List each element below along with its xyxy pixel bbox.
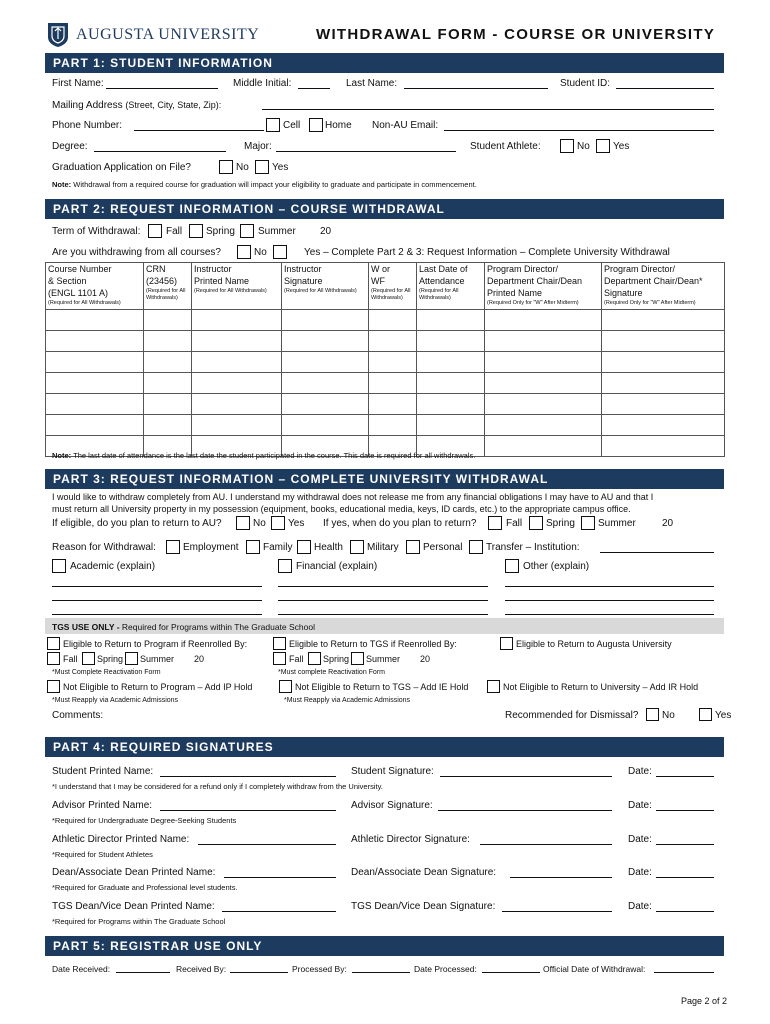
first-name-field[interactable] bbox=[106, 88, 218, 89]
table-cell[interactable] bbox=[144, 373, 192, 394]
withdraw-statement-2: must return all University property in my possession (equipment, books, educational media, keys, ID cards, etc.) to the appropriate campus office. bbox=[52, 504, 631, 514]
received-by-field[interactable] bbox=[230, 972, 288, 973]
tgs-dean-date-label: Date: bbox=[628, 901, 652, 912]
ad-name-field[interactable] bbox=[198, 844, 336, 845]
family-checkbox[interactable] bbox=[246, 540, 260, 554]
tgs-spring-label: Spring bbox=[323, 654, 350, 664]
header-line: Signature bbox=[284, 276, 323, 286]
tgs-dean-name-label: TGS Dean/Vice Dean Printed Name: bbox=[52, 901, 215, 912]
program-spring-label: Spring bbox=[97, 654, 124, 664]
financial-label: Financial (explain) bbox=[296, 561, 378, 572]
not-program-label: Not Eligible to Return to Program – Add IP Hold bbox=[63, 682, 253, 692]
table-cell[interactable] bbox=[369, 352, 417, 373]
student-sig-field[interactable] bbox=[440, 776, 612, 777]
table-cell[interactable] bbox=[369, 394, 417, 415]
military-label: Military bbox=[367, 542, 399, 553]
table-cell[interactable] bbox=[602, 310, 725, 331]
university-shield-icon bbox=[47, 22, 69, 48]
family-label: Family bbox=[263, 542, 293, 553]
dean-date-label: Date: bbox=[628, 867, 652, 878]
athlete-yes-checkbox[interactable] bbox=[596, 139, 610, 153]
tgs-use-label bbox=[52, 621, 315, 633]
grad-app-yes-checkbox[interactable] bbox=[255, 160, 269, 174]
financial-explain-line-3[interactable] bbox=[278, 614, 488, 615]
dismissal-label: Recommended for Dismissal? bbox=[505, 710, 639, 721]
dismissal-yes-checkbox[interactable] bbox=[699, 708, 712, 721]
last-name-field[interactable] bbox=[404, 88, 548, 89]
table-cell[interactable] bbox=[282, 331, 369, 352]
other-explain-line-1[interactable] bbox=[505, 586, 714, 587]
dean-sig-field[interactable] bbox=[510, 877, 612, 878]
academic-explain-line-3[interactable] bbox=[52, 614, 262, 615]
header-sub: (Required for All Withdrawals) bbox=[146, 288, 186, 301]
table-row bbox=[46, 352, 725, 373]
elig-tgs-checkbox[interactable] bbox=[273, 637, 286, 650]
university-name: AUGUSTA UNIVERSITY bbox=[76, 26, 260, 43]
table-cell[interactable] bbox=[192, 373, 282, 394]
middle-initial-label: Middle Initial: bbox=[233, 78, 292, 89]
ad-sig-field[interactable] bbox=[480, 844, 612, 845]
cell-checkbox[interactable] bbox=[266, 118, 280, 132]
other-checkbox[interactable] bbox=[505, 559, 519, 573]
dismissal-no-label: No bbox=[662, 710, 675, 721]
program-fall-label: Fall bbox=[63, 654, 78, 664]
part1-note bbox=[52, 180, 477, 189]
health-label: Health bbox=[314, 542, 343, 553]
part1-header: PART 1: STUDENT INFORMATION bbox=[45, 53, 724, 73]
table-cell[interactable] bbox=[192, 352, 282, 373]
table-cell[interactable] bbox=[485, 352, 602, 373]
table-row bbox=[46, 310, 725, 331]
tgs-spring-checkbox[interactable] bbox=[308, 652, 321, 665]
note-text: The last date of attendance is the last date the student participated in the course. This date is required for all withdrawals. bbox=[73, 451, 476, 460]
table-cell[interactable] bbox=[282, 310, 369, 331]
term-spring-label: Spring bbox=[206, 226, 235, 237]
health-checkbox[interactable] bbox=[297, 540, 311, 554]
elig-program-label: Eligible to Return to Program if Reenrolled By: bbox=[63, 639, 248, 649]
dismissal-no-checkbox[interactable] bbox=[646, 708, 659, 721]
header-line: Printed Name bbox=[194, 276, 250, 286]
major-label: Major: bbox=[244, 141, 272, 152]
academic-checkbox[interactable] bbox=[52, 559, 66, 573]
ad-sig-label: Athletic Director Signature: bbox=[351, 834, 470, 845]
home-checkbox[interactable] bbox=[309, 118, 323, 132]
col-crn bbox=[144, 263, 192, 310]
all-courses-label: Are you withdrawing from all courses? bbox=[52, 247, 221, 258]
grad-app-label: Graduation Application on File? bbox=[52, 162, 191, 173]
date-processed-field[interactable] bbox=[482, 972, 540, 973]
tgs-dean-note: *Required for Programs within The Graduate School bbox=[52, 917, 226, 926]
table-cell[interactable] bbox=[192, 394, 282, 415]
tgs-year: 20 bbox=[420, 654, 431, 664]
program-summer-checkbox[interactable] bbox=[125, 652, 138, 665]
table-cell[interactable] bbox=[144, 415, 192, 436]
header-sub: (Required for All Withdrawals) bbox=[371, 288, 411, 301]
all-courses-no-checkbox[interactable] bbox=[237, 245, 251, 259]
col-last-date bbox=[417, 263, 485, 310]
table-cell[interactable] bbox=[602, 331, 725, 352]
dean-sig-label: Dean/Associate Dean Signature: bbox=[351, 867, 497, 878]
email-field[interactable] bbox=[444, 130, 714, 131]
employment-label: Employment bbox=[183, 542, 239, 553]
advisor-sig-label: Advisor Signature: bbox=[351, 800, 433, 811]
term-fall-checkbox[interactable] bbox=[148, 224, 162, 238]
table-cell[interactable] bbox=[369, 310, 417, 331]
tgs-reapply-note: *Must Reapply via Academic Admissions bbox=[284, 697, 411, 704]
table-cell[interactable] bbox=[485, 373, 602, 394]
student-sig-label: Student Signature: bbox=[351, 766, 434, 777]
course-table bbox=[45, 262, 725, 457]
withdraw-statement-1: I would like to withdraw completely from AU. I understand my withdrawal does not release me from any financial obligations I may have to AU and that I bbox=[52, 492, 654, 502]
transfer-institution-field[interactable] bbox=[600, 552, 714, 553]
return-yes-checkbox[interactable] bbox=[271, 516, 285, 530]
degree-field[interactable] bbox=[94, 151, 226, 152]
not-au-checkbox[interactable] bbox=[487, 680, 500, 693]
header-sub: (Required Only for "W" After Midterm) bbox=[487, 300, 579, 306]
middle-initial-field[interactable] bbox=[298, 88, 330, 89]
table-cell[interactable] bbox=[369, 331, 417, 352]
advisor-note: *Required for Undergraduate Degree-Seeking Students bbox=[52, 816, 237, 825]
official-date-label: Official Date of Withdrawal: bbox=[543, 964, 646, 974]
table-cell[interactable] bbox=[46, 352, 144, 373]
grad-app-no-checkbox[interactable] bbox=[219, 160, 233, 174]
header-line: Last Date of bbox=[419, 264, 468, 274]
personal-checkbox[interactable] bbox=[406, 540, 420, 554]
other-label: Other (explain) bbox=[523, 561, 590, 572]
header-line: Instructor bbox=[194, 264, 232, 274]
student-name-field[interactable] bbox=[160, 776, 336, 777]
other-explain-line-2[interactable] bbox=[505, 600, 714, 601]
table-row bbox=[46, 415, 725, 436]
table-cell[interactable] bbox=[282, 415, 369, 436]
table-cell[interactable] bbox=[192, 310, 282, 331]
tgs-summer-label: Summer bbox=[366, 654, 401, 664]
academic-explain-line-1[interactable] bbox=[52, 586, 262, 587]
header-sub: (Required Only for "W" After Midterm) bbox=[604, 300, 696, 306]
part4-header: PART 4: REQUIRED SIGNATURES bbox=[45, 737, 724, 757]
mailing-address-field[interactable] bbox=[262, 109, 714, 110]
not-tgs-checkbox[interactable] bbox=[279, 680, 292, 693]
elig-program-checkbox[interactable] bbox=[47, 637, 60, 650]
program-fall-checkbox[interactable] bbox=[47, 652, 60, 665]
tgs-fall-checkbox[interactable] bbox=[273, 652, 286, 665]
return-summer-checkbox[interactable] bbox=[581, 516, 595, 530]
financial-explain-line-1[interactable] bbox=[278, 586, 488, 587]
ad-date-field[interactable] bbox=[656, 844, 714, 845]
student-date-field[interactable] bbox=[656, 776, 714, 777]
tgs-reactivation-note: *Must complete Reactivation Form bbox=[278, 669, 385, 676]
program-reapply-note: *Must Reapply via Academic Admissions bbox=[52, 697, 179, 704]
note-label: Note: bbox=[52, 180, 72, 189]
form-title: WITHDRAWAL FORM - COURSE OR UNIVERSITY bbox=[316, 26, 716, 43]
financial-checkbox[interactable] bbox=[278, 559, 292, 573]
col-instructor-signature bbox=[282, 263, 369, 310]
military-checkbox[interactable] bbox=[350, 540, 364, 554]
table-row bbox=[46, 373, 725, 394]
return-year: 20 bbox=[662, 518, 674, 529]
advisor-sig-field[interactable] bbox=[438, 810, 612, 811]
return-no-checkbox[interactable] bbox=[236, 516, 250, 530]
all-courses-no-label: No bbox=[254, 247, 267, 258]
term-spring-checkbox[interactable] bbox=[189, 224, 203, 238]
not-au-label: Not Eligible to Return to University – Add IR Hold bbox=[503, 682, 699, 692]
table-cell[interactable] bbox=[192, 331, 282, 352]
table-cell[interactable] bbox=[144, 394, 192, 415]
date-received-label: Date Received: bbox=[52, 964, 111, 974]
first-name-label: First Name: bbox=[52, 78, 104, 89]
personal-label: Personal bbox=[423, 542, 463, 553]
table-cell[interactable] bbox=[46, 415, 144, 436]
processed-by-label: Processed By: bbox=[292, 964, 347, 974]
elig-au-checkbox[interactable] bbox=[500, 637, 513, 650]
athlete-no-label: No bbox=[577, 141, 590, 152]
table-row bbox=[46, 394, 725, 415]
home-label: Home bbox=[325, 120, 352, 131]
header-line: CRN bbox=[146, 264, 166, 274]
header-line: Course Number bbox=[48, 264, 112, 274]
table-cell[interactable] bbox=[144, 331, 192, 352]
header-line: Instructor bbox=[284, 264, 322, 274]
program-reactivation-note: *Must Complete Reactivation Form bbox=[52, 669, 161, 676]
header-sub: (Required for All Withdrawals) bbox=[284, 288, 357, 294]
return-summer-label: Summer bbox=[598, 518, 636, 529]
ad-name-label: Athletic Director Printed Name: bbox=[52, 834, 190, 845]
tgs-summer-checkbox[interactable] bbox=[351, 652, 364, 665]
student-date-label: Date: bbox=[628, 766, 652, 777]
transfer-label: Transfer – Institution: bbox=[486, 542, 580, 553]
return-yes-label: Yes bbox=[288, 518, 305, 529]
table-cell[interactable] bbox=[46, 331, 144, 352]
header-line: (23456) bbox=[146, 276, 178, 286]
tgs-dean-sig-field[interactable] bbox=[502, 911, 612, 912]
comments-label: Comments: bbox=[52, 710, 104, 721]
processed-by-field[interactable] bbox=[352, 972, 410, 973]
header-line: (ENGL 1101 A) bbox=[48, 288, 109, 298]
table-cell[interactable] bbox=[417, 415, 485, 436]
academic-label: Academic (explain) bbox=[70, 561, 156, 572]
table-cell[interactable] bbox=[485, 415, 602, 436]
dean-date-field[interactable] bbox=[656, 877, 714, 878]
header-sub: (Required for All Withdrawals) bbox=[194, 288, 267, 294]
date-received-field[interactable] bbox=[116, 972, 170, 973]
official-date-field[interactable] bbox=[654, 972, 714, 973]
col-director-name bbox=[485, 263, 602, 310]
program-summer-label: Summer bbox=[140, 654, 175, 664]
mailing-hint: (Street, City, State, Zip): bbox=[125, 100, 222, 110]
financial-explain-line-2[interactable] bbox=[278, 600, 488, 601]
header-line: Signature bbox=[604, 288, 643, 298]
table-cell[interactable] bbox=[417, 331, 485, 352]
phone-field[interactable] bbox=[134, 130, 264, 131]
col-director-signature bbox=[602, 263, 725, 310]
table-cell[interactable] bbox=[417, 373, 485, 394]
ad-note: *Required for Student Athletes bbox=[52, 850, 153, 859]
table-cell[interactable] bbox=[417, 352, 485, 373]
email-label: Non-AU Email: bbox=[372, 120, 439, 131]
mailing-label bbox=[52, 99, 221, 112]
term-summer-label: Summer bbox=[258, 226, 296, 237]
col-instructor-name bbox=[192, 263, 282, 310]
col-course-number bbox=[46, 263, 144, 310]
received-by-label: Received By: bbox=[176, 964, 227, 974]
mailing-address-label: Mailing Address bbox=[52, 100, 123, 111]
header-line: Attendance bbox=[419, 276, 465, 286]
phone-label: Phone Number: bbox=[52, 120, 123, 131]
table-cell[interactable] bbox=[282, 352, 369, 373]
degree-label: Degree: bbox=[52, 141, 88, 152]
header-line: Department Chair/Dean* bbox=[604, 276, 703, 286]
dean-name-field[interactable] bbox=[224, 877, 336, 878]
term-label: Term of Withdrawal: bbox=[52, 226, 141, 237]
tgs-use-rest: Required for Programs within The Graduate School bbox=[121, 622, 316, 632]
table-header-row bbox=[46, 263, 725, 310]
table-cell[interactable] bbox=[282, 373, 369, 394]
elig-tgs-label: Eligible to Return to TGS if Reenrolled By: bbox=[289, 639, 457, 649]
part2-note bbox=[52, 451, 475, 460]
not-tgs-label: Not Eligible to Return to TGS – Add IE Hold bbox=[295, 682, 469, 692]
student-id-label: Student ID: bbox=[560, 78, 611, 89]
tgs-dean-date-field[interactable] bbox=[656, 911, 714, 912]
program-year: 20 bbox=[194, 654, 205, 664]
table-cell[interactable] bbox=[369, 373, 417, 394]
header-line: Program Director/ bbox=[487, 264, 559, 274]
student-note: *I understand that I may be considered for a refund only if I completely withdraw from the University. bbox=[52, 782, 383, 791]
return-no-label: No bbox=[253, 518, 266, 529]
table-cell[interactable] bbox=[602, 394, 725, 415]
advisor-name-field[interactable] bbox=[160, 810, 336, 811]
advisor-date-label: Date: bbox=[628, 800, 652, 811]
part3-header: PART 3: REQUEST INFORMATION – COMPLETE UNIVERSITY WITHDRAWAL bbox=[45, 469, 724, 489]
tgs-use-bold: TGS USE ONLY - bbox=[52, 622, 120, 632]
dismissal-yes-label: Yes bbox=[715, 710, 732, 721]
all-courses-yes-checkbox[interactable] bbox=[273, 245, 287, 259]
part5-header: PART 5: REGISTRAR USE ONLY bbox=[45, 936, 724, 956]
all-courses-yes-label: Yes – Complete Part 2 & 3: Request Information – Complete University Withdrawal bbox=[304, 247, 670, 258]
grad-app-no-label: No bbox=[236, 162, 249, 173]
reason-label: Reason for Withdrawal: bbox=[52, 542, 156, 553]
col-w-or-wf bbox=[369, 263, 417, 310]
table-cell[interactable] bbox=[417, 310, 485, 331]
table-cell[interactable] bbox=[46, 394, 144, 415]
header-line: W or bbox=[371, 264, 390, 274]
header-sub: (Required for All Withdrawals) bbox=[419, 288, 459, 301]
dean-note: *Required for Graduate and Professional level students. bbox=[52, 883, 238, 892]
table-cell[interactable] bbox=[46, 310, 144, 331]
table-cell[interactable] bbox=[485, 394, 602, 415]
other-explain-line-3[interactable] bbox=[505, 614, 714, 615]
athlete-yes-label: Yes bbox=[613, 141, 630, 152]
header-line: WF bbox=[371, 276, 385, 286]
date-processed-label: Date Processed: bbox=[414, 964, 477, 974]
return-fall-checkbox[interactable] bbox=[488, 516, 502, 530]
table-cell[interactable] bbox=[485, 331, 602, 352]
student-id-field[interactable] bbox=[616, 88, 714, 89]
return-question: If eligible, do you plan to return to AU? bbox=[52, 518, 222, 529]
term-year: 20 bbox=[320, 226, 332, 237]
tgs-dean-name-field[interactable] bbox=[222, 911, 336, 912]
student-name-label: Student Printed Name: bbox=[52, 766, 154, 777]
table-cell[interactable] bbox=[282, 394, 369, 415]
part2-header: PART 2: REQUEST INFORMATION – COURSE WITHDRAWAL bbox=[45, 199, 724, 219]
athlete-no-checkbox[interactable] bbox=[560, 139, 574, 153]
tgs-fall-label: Fall bbox=[289, 654, 304, 664]
table-cell[interactable] bbox=[369, 415, 417, 436]
term-fall-label: Fall bbox=[166, 226, 183, 237]
major-field[interactable] bbox=[276, 151, 456, 152]
advisor-name-label: Advisor Printed Name: bbox=[52, 800, 153, 811]
transfer-checkbox[interactable] bbox=[469, 540, 483, 554]
header-line: Printed Name bbox=[487, 288, 543, 298]
table-row bbox=[46, 331, 725, 352]
table-cell[interactable] bbox=[602, 373, 725, 394]
last-name-label: Last Name: bbox=[346, 78, 398, 89]
program-spring-checkbox[interactable] bbox=[82, 652, 95, 665]
table-cell[interactable] bbox=[46, 373, 144, 394]
page-number: Page 2 of 2 bbox=[681, 996, 728, 1006]
elig-au-label: Eligible to Return to Augusta University bbox=[516, 639, 672, 649]
cell-label: Cell bbox=[283, 120, 301, 131]
note-label: Note: bbox=[52, 451, 72, 460]
return-spring-checkbox[interactable] bbox=[529, 516, 543, 530]
note-text: Withdrawal from a required course for graduation will impact your eligibility to graduate and participate in commencement. bbox=[73, 180, 477, 189]
academic-explain-line-2[interactable] bbox=[52, 600, 262, 601]
table-cell[interactable] bbox=[417, 394, 485, 415]
header-line: Program Director/ bbox=[604, 264, 676, 274]
ad-date-label: Date: bbox=[628, 834, 652, 845]
advisor-date-field[interactable] bbox=[656, 810, 714, 811]
grad-app-yes-label: Yes bbox=[272, 162, 289, 173]
table-cell[interactable] bbox=[144, 352, 192, 373]
table-cell[interactable] bbox=[485, 436, 602, 457]
table-cell[interactable] bbox=[485, 310, 602, 331]
header-sub: (Required for All Withdrawals) bbox=[48, 300, 121, 306]
return-fall-label: Fall bbox=[506, 518, 523, 529]
when-return-question: If yes, when do you plan to return? bbox=[323, 518, 477, 529]
employment-checkbox[interactable] bbox=[166, 540, 180, 554]
table-cell[interactable] bbox=[602, 436, 725, 457]
table-cell[interactable] bbox=[144, 310, 192, 331]
table-cell[interactable] bbox=[192, 415, 282, 436]
table-cell[interactable] bbox=[602, 352, 725, 373]
athlete-label: Student Athlete: bbox=[470, 141, 541, 152]
not-program-checkbox[interactable] bbox=[47, 680, 60, 693]
table-cell[interactable] bbox=[602, 415, 725, 436]
tgs-dean-sig-label: TGS Dean/Vice Dean Signature: bbox=[351, 901, 496, 912]
term-summer-checkbox[interactable] bbox=[240, 224, 254, 238]
header-line: & Section bbox=[48, 276, 87, 286]
dean-name-label: Dean/Associate Dean Printed Name: bbox=[52, 867, 216, 878]
header-line: Department Chair/Dean bbox=[487, 276, 583, 286]
return-spring-label: Spring bbox=[546, 518, 575, 529]
